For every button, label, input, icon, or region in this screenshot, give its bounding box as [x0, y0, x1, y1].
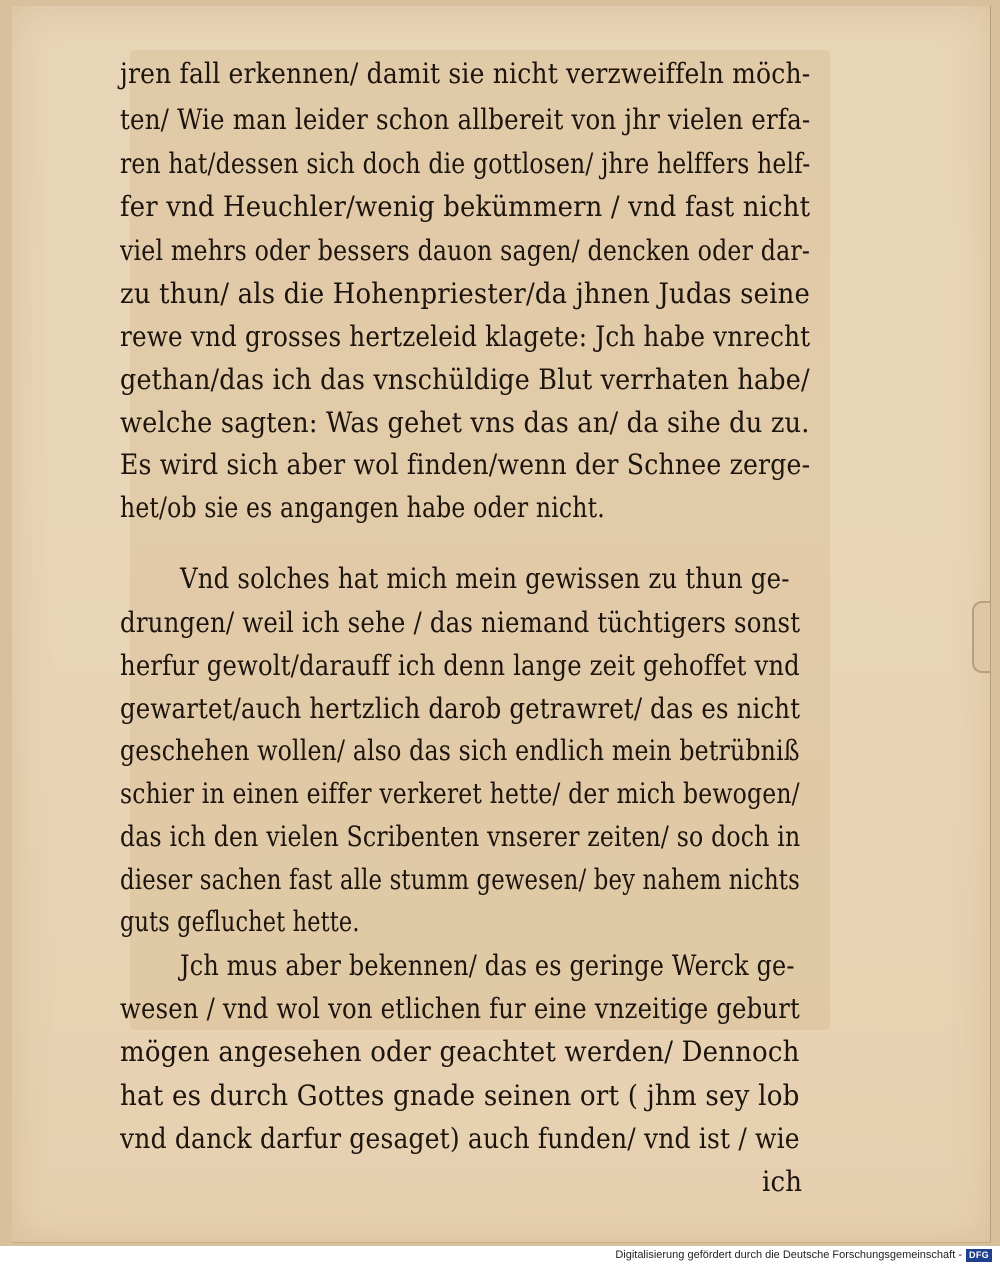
text-line: Jch mus aber bekennen/ das es geringe Werck ge- [180, 949, 795, 982]
text-line: drungen/ weil ich sehe / das niemand tüchtigers sonst [120, 606, 801, 639]
text-line: fer vnd Heuchler/wenig bekümmern / vnd fast nicht [120, 190, 811, 223]
text-line: gewartet/auch hertzlich darob getrawret/ das es nicht [120, 692, 801, 725]
text-line: dieser sachen fast alle stumm gewesen/ bey nahem nichts [120, 863, 800, 896]
text-line: hat es durch Gottes gnade seinen ort ( jhm sey lob [120, 1079, 800, 1112]
text-line: gethan/das ich das vnschüldige Blut verrhaten habe/ [120, 363, 810, 396]
text-line: Vnd solches hat mich mein gewissen zu thun ge- [180, 562, 790, 595]
text-line: geschehen wollen/ also das sich endlich mein betrübniß [120, 734, 800, 767]
dfg-logo-icon: DFG [966, 1249, 992, 1262]
text-line: jren fall erkennen/ damit sie nicht verzweiffeln möch- [120, 57, 811, 90]
text-line: ten/ Wie man leider schon allbereit von jhr vielen erfa- [120, 103, 811, 136]
text-line: herfur gewolt/darauff ich denn lange zeit gehoffet vnd [120, 649, 800, 682]
text-line: schier in einen eiffer verkeret hette/ der mich bewogen/ [120, 777, 800, 810]
text-line: Es wird sich aber wol finden/wenn der Schnee zerge- [120, 448, 811, 481]
catchword: ich [762, 1165, 803, 1198]
text-line: wesen / vnd wol von etlichen fur eine vnzeitige geburt [120, 992, 801, 1025]
text-line: viel mehrs oder bessers dauon sagen/ dencken oder dar- [120, 234, 811, 267]
text-line: vnd danck darfur gesaget) auch funden/ vnd ist / wie [120, 1122, 800, 1155]
page-edge-curl [972, 601, 990, 673]
funding-notice: Digitalisierung gefördert durch die Deutsche Forschungsgemeinschaft - [615, 1249, 962, 1261]
text-line: mögen angesehen oder geachtet werden/ Dennoch [120, 1035, 800, 1068]
text-line: ren hat/dessen sich doch die gottlosen/ jhre helffers helf- [120, 147, 811, 180]
text-line: das ich den vielen Scribenten vnserer zeiten/ so doch in [120, 820, 801, 853]
text-line: guts gefluchet hette. [120, 905, 360, 938]
book-page [12, 6, 991, 1243]
text-line: welche sagten: Was gehet vns das an/ da sihe du zu. [120, 406, 810, 439]
text-line: rewe vnd grosses hertzeleid klagete: Jch habe vnrecht [120, 320, 811, 353]
text-line: zu thun/ als die Hohenpriester/da jhnen Judas seine [120, 277, 810, 310]
text-line: het/ob sie es angangen habe oder nicht. [120, 491, 605, 524]
footer-bar [0, 1246, 1000, 1266]
